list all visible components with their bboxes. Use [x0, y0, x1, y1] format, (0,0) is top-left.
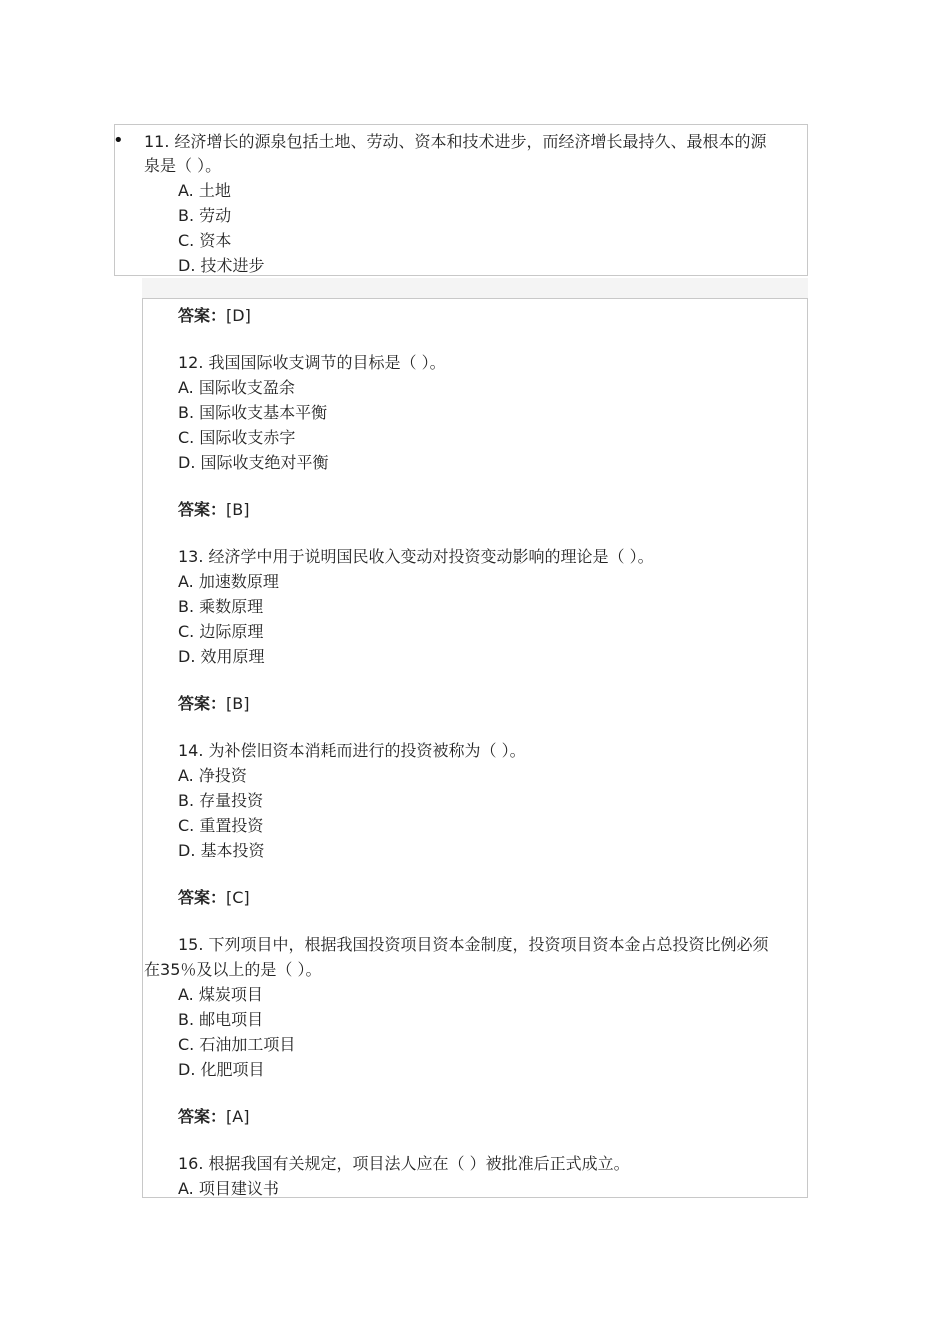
answer-12: 答案：[B]: [178, 500, 250, 519]
q13-option-b[interactable]: B. 乘数原理: [178, 597, 264, 616]
answer-11: 答案：[D]: [178, 306, 251, 325]
q16-option-a[interactable]: A. 项目建议书: [178, 1179, 279, 1198]
q14-stem: 14. 为补偿旧资本消耗而进行的投资被称为（ ）。: [178, 741, 526, 760]
q14-option-c[interactable]: C. 重置投资: [178, 816, 264, 835]
q12-option-a[interactable]: A. 国际收支盈余: [178, 378, 295, 397]
q11-number: 11: [144, 132, 165, 151]
q12-stem: 12. 我国国际收支调节的目标是（ ）。: [178, 353, 446, 372]
q15-option-c[interactable]: C. 石油加工项目: [178, 1035, 296, 1054]
q16-stem: 16. 根据我国有关规定，项目法人应在（ ）被批准后正式成立。: [178, 1154, 630, 1173]
answer-13: 答案：[B]: [178, 694, 250, 713]
q15-option-a[interactable]: A. 煤炭项目: [178, 985, 263, 1004]
q15-stem-line2: 在35％及以上的是（ ）。: [144, 960, 322, 979]
q11-option-c[interactable]: C. 资本: [178, 231, 232, 250]
bullet-icon: •: [113, 130, 124, 151]
q13-option-c[interactable]: C. 边际原理: [178, 622, 264, 641]
q13-option-a[interactable]: A. 加速数原理: [178, 572, 279, 591]
q12-option-b[interactable]: B. 国际收支基本平衡: [178, 403, 328, 422]
q11-option-b[interactable]: B. 劳动: [178, 206, 232, 225]
q14-option-b[interactable]: B. 存量投资: [178, 791, 264, 810]
q15-option-b[interactable]: B. 邮电项目: [178, 1010, 264, 1029]
answer-14: 答案：[C]: [178, 888, 250, 907]
q14-option-d[interactable]: D. 基本投资: [178, 841, 265, 860]
answer-15: 答案：[A]: [178, 1107, 250, 1126]
q11-option-a[interactable]: A. 土地: [178, 181, 231, 200]
q13-stem: 13. 经济学中用于说明国民收入变动对投资变动影响的理论是（ ）。: [178, 547, 654, 566]
q15-stem-line1: 15. 下列项目中，根据我国投资项目资本金制度，投资项目资本金占总投资比例必须: [178, 935, 769, 954]
q14-option-a[interactable]: A. 净投资: [178, 766, 247, 785]
q15-option-d[interactable]: D. 化肥项目: [178, 1060, 265, 1079]
q11-stem-text: 经济增长的源泉包括土地、劳动、资本和技术进步，而经济增长最持久、最根本的源: [174, 132, 767, 151]
q13-option-d[interactable]: D. 效用原理: [178, 647, 265, 666]
q12-option-d[interactable]: D. 国际收支绝对平衡: [178, 453, 329, 472]
panel-gap: [142, 278, 808, 298]
q11-stem-line2: 泉是（ ）。: [144, 156, 222, 175]
q12-option-c[interactable]: C. 国际收支赤字: [178, 428, 296, 447]
q11-option-d[interactable]: D. 技术进步: [178, 256, 265, 275]
q11-stem-line1: 11. 经济增长的源泉包括土地、劳动、资本和技术进步，而经济增长最持久、最根本的源: [144, 132, 767, 151]
